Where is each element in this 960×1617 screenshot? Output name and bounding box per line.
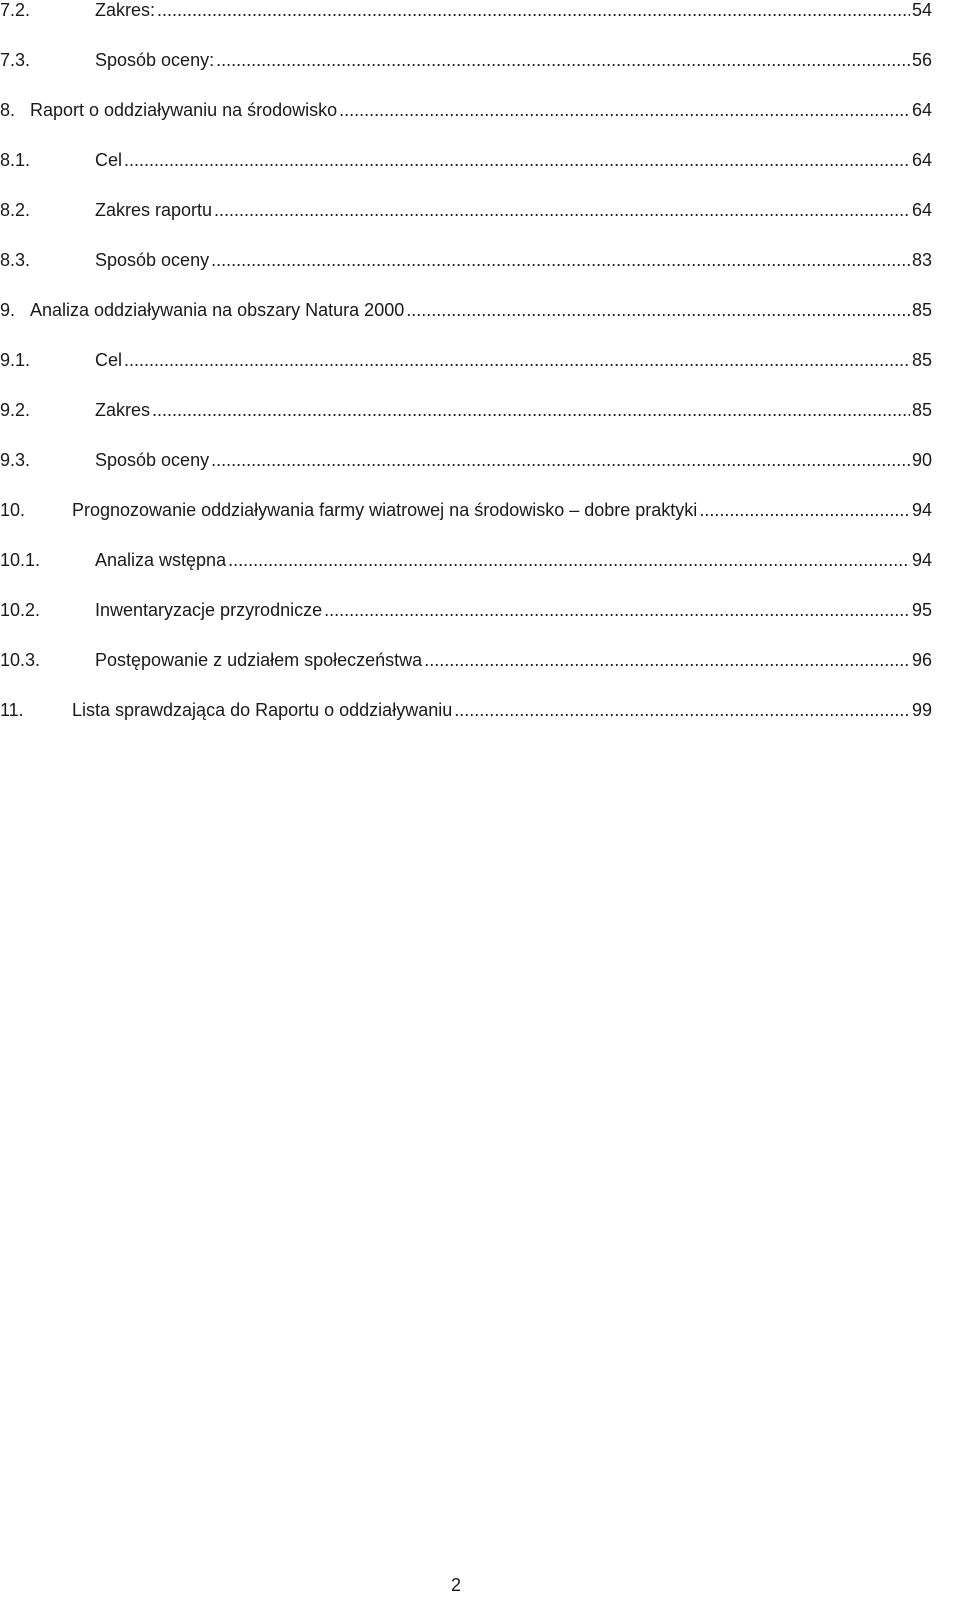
toc-entry-number: 10. xyxy=(0,500,26,520)
toc-entry-number: 9.1. xyxy=(0,350,31,370)
toc-dot-leader xyxy=(157,0,910,21)
toc-entry-9[interactable] xyxy=(0,300,932,330)
toc-entry-title: Prognozowanie oddziaływania farmy wiatrowej na środowisko – dobre praktyki xyxy=(72,500,698,520)
toc-entry-7-3[interactable] xyxy=(0,50,932,80)
toc-dot-leader xyxy=(454,700,910,721)
toc-entry-8[interactable] xyxy=(0,100,932,130)
toc-entry-title: Zakres raportu xyxy=(95,200,213,220)
toc-entry-number: 9.3. xyxy=(0,450,31,470)
toc-entry-page: 64 xyxy=(911,150,932,170)
toc-entry-page: 83 xyxy=(911,250,932,270)
toc-entry-number: 10.2. xyxy=(0,600,41,620)
toc-entry-10-3[interactable] xyxy=(0,650,932,680)
toc-entry-page: 99 xyxy=(911,700,932,720)
toc-entry-title: Analiza wstępna xyxy=(95,550,227,570)
toc-dot-leader xyxy=(228,550,910,571)
toc-dot-leader xyxy=(152,400,910,421)
toc-dot-leader xyxy=(216,50,910,71)
toc-entry-page: 56 xyxy=(911,50,932,70)
toc-entry-title: Cel xyxy=(95,150,123,170)
toc-entry-title: Lista sprawdzająca do Raportu o oddziaływaniu xyxy=(72,700,453,720)
toc-dot-leader xyxy=(339,100,910,121)
toc-entry-number: 7.2. xyxy=(0,0,31,20)
toc-entry-title: Sposób oceny xyxy=(95,250,210,270)
toc-entry-title: Cel xyxy=(95,350,123,370)
toc-entry-number: 9. xyxy=(0,300,16,320)
toc-entry-title: Inwentaryzacje przyrodnicze xyxy=(95,600,323,620)
toc-entry-title: Sposób oceny: xyxy=(95,50,215,70)
toc-entry-page: 96 xyxy=(911,650,932,670)
toc-entry-number: 11. xyxy=(0,700,24,720)
toc-entry-10-2[interactable] xyxy=(0,600,932,630)
toc-dot-leader xyxy=(211,450,910,471)
toc-entry-11[interactable] xyxy=(0,700,932,730)
toc-entry-page: 85 xyxy=(911,350,932,370)
toc-entry-title: Postępowanie z udziałem społeczeństwa xyxy=(95,650,423,670)
toc-entry-title: Sposób oceny xyxy=(95,450,210,470)
toc-entry-page: 54 xyxy=(911,0,932,20)
toc-entry-title: Zakres: xyxy=(95,0,156,20)
toc-entry-9-3[interactable] xyxy=(0,450,932,480)
toc-entry-7-2[interactable] xyxy=(0,0,932,30)
toc-entry-title: Analiza oddziaływania na obszary Natura 2000 xyxy=(30,300,405,320)
toc-entry-8-3[interactable] xyxy=(0,250,932,280)
toc-entry-page: 64 xyxy=(911,200,932,220)
toc-dot-leader xyxy=(124,350,910,371)
toc-entry-title: Raport o oddziaływaniu na środowisko xyxy=(30,100,338,120)
toc-entry-number: 10.3. xyxy=(0,650,41,670)
toc-entry-number: 8. xyxy=(0,100,16,120)
toc-dot-leader xyxy=(406,300,910,321)
toc-entry-number: 9.2. xyxy=(0,400,31,420)
toc-entry-number: 8.2. xyxy=(0,200,31,220)
toc-entry-8-1[interactable] xyxy=(0,150,932,180)
toc-entry-page: 85 xyxy=(911,300,932,320)
toc-dot-leader xyxy=(424,650,910,671)
toc-entry-number: 8.3. xyxy=(0,250,31,270)
toc-entry-9-1[interactable] xyxy=(0,350,932,380)
toc-entry-page: 95 xyxy=(911,600,932,620)
toc-entry-page: 85 xyxy=(911,400,932,420)
toc-entry-page: 94 xyxy=(911,550,932,570)
toc-entry-page: 94 xyxy=(911,500,932,520)
toc-dot-leader xyxy=(124,150,910,171)
toc-entry-10[interactable] xyxy=(0,500,932,530)
toc-entry-9-2[interactable] xyxy=(0,400,932,430)
toc-entry-number: 10.1. xyxy=(0,550,41,570)
toc-dot-leader xyxy=(211,250,910,271)
toc-entry-page: 64 xyxy=(911,100,932,120)
toc-entry-number: 8.1. xyxy=(0,150,31,170)
toc-entry-number: 7.3. xyxy=(0,50,31,70)
toc-entry-8-2[interactable] xyxy=(0,200,932,230)
toc-entry-10-1[interactable] xyxy=(0,550,932,580)
toc-entry-title: Zakres xyxy=(95,400,151,420)
toc-dot-leader xyxy=(324,600,910,621)
toc-dot-leader xyxy=(214,200,910,221)
toc-dot-leader xyxy=(699,500,910,521)
toc-entry-page: 90 xyxy=(911,450,932,470)
page-number: 2 xyxy=(450,1575,461,1595)
